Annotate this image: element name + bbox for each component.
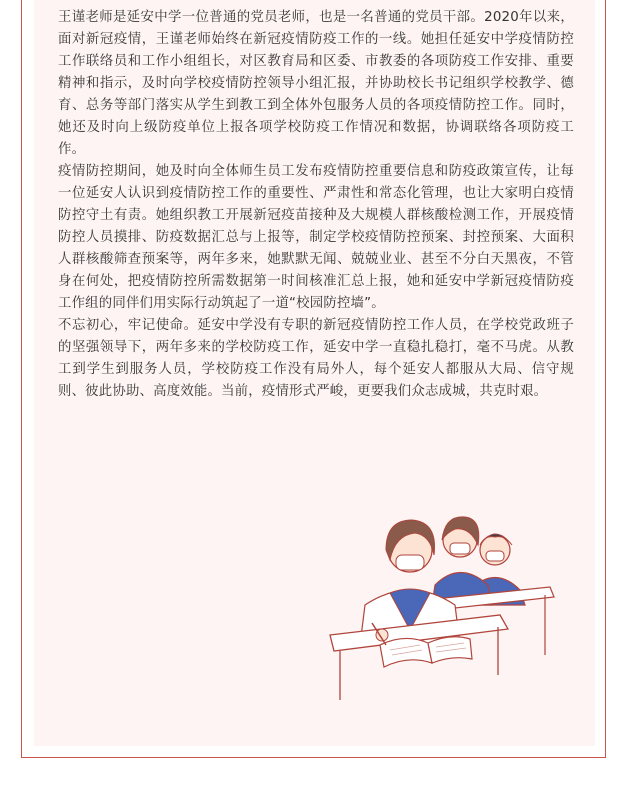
paragraph-2: 疫情防控期间，她及时向全体师生员工发布疫情防控重要信息和防疫政策宣传，让每一位延安人认识到疫情防控工作的重要性、严肃性和常态化管理，也让大家明白疫情防控守土有责。她组织教工开展新冠疫苗接种及大规模人群核酸检测工作，开展疫情防控人员摸排、防疫数据汇总与上报等，制定学校疫情防控预案、封控预案、大面积人群核酸筛查预案等，两年多来，她默默无闻、兢兢业业、甚至不分白天黑夜，不管身在何处，把疫情防控所需数据第一时间核准汇总上报，她和延安中学新冠疫情防疫工作组的同伴们用实际行动筑起了一道“校园防控墙”。 (58, 164, 574, 311)
article-body (58, 7, 574, 403)
paragraph-1: 王谨老师是延安中学一位普通的党员老师，也是一名普通的党员干部。2020年以来，面对新冠疫情，王谨老师始终在新冠疫情防疫工作的一线。她担任延安中学疫情防控工作联络员和工作小组组长，对区教育局和区委、市教委的各项防疫工作安排、重要精神和指示，及时向学校疫情防控领导小组汇报，并协助校长书记组织学校教学、德育、总务等部门落实从学生到教工到全体外包服务人员的各项疫情防控工作。同时，她还及时向上级防疫单位上报各项学校防疫工作情况和数据，协调联络各项防疫工作。 (58, 10, 574, 157)
students-classroom-illustration (320, 505, 580, 705)
middle-student-icon (432, 517, 492, 605)
paragraph-3: 不忘初心，牢记使命。延安中学没有专职的新冠疫情防控工作人员，在学校党政班子的坚强领导下，两年多来的学校防疫工作，延安中学一直稳扎稳打，毫不马虎。从教工到学生到服务人员，学校防疫工作没有局外人，每个延安人都服从大局、信守规则、彼此协助、高度效能。当前，疫情形式严峻，更要我们众志成城，共克时艰。 (58, 318, 574, 399)
